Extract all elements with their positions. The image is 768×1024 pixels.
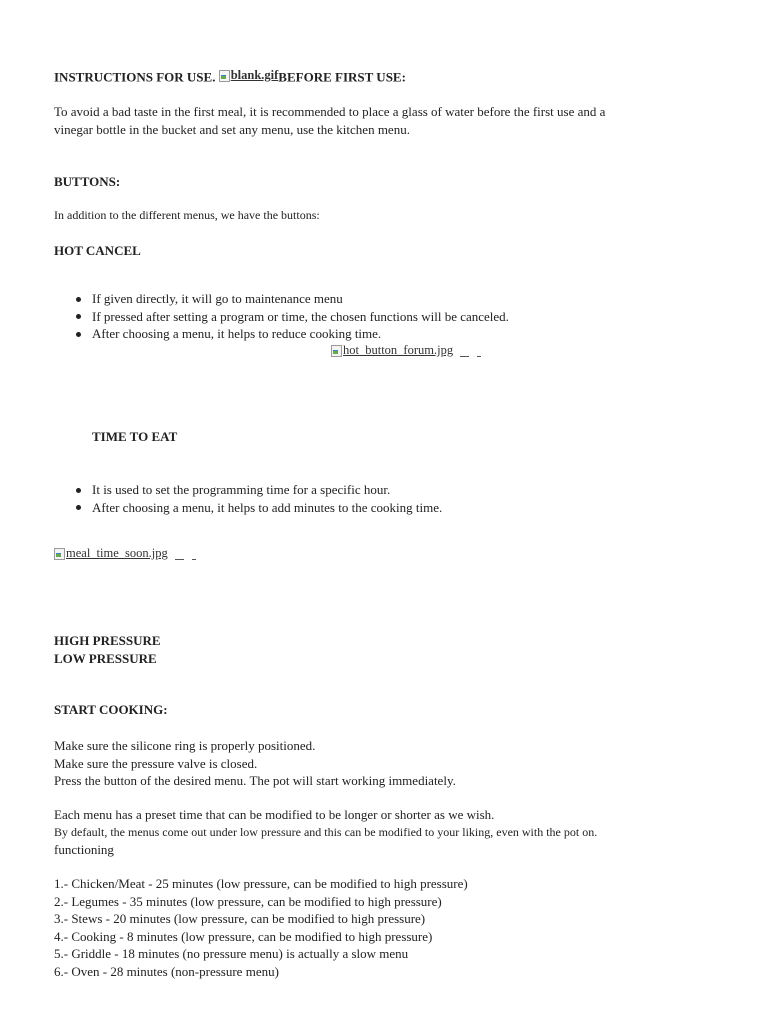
intro-line: vinegar bottle in the bucket and set any menu, use the kitchen menu. bbox=[54, 121, 410, 137]
menu-item: 3.- Stews - 20 minutes (low pressure, can be modified to high pressure) bbox=[54, 911, 426, 926]
hot-button-image-alt: hot_button_forum.jpg bbox=[343, 343, 454, 357]
list-item: If given directly, it will go to maintenance menu bbox=[54, 290, 674, 308]
start-cooking-steps bbox=[54, 737, 456, 790]
blank-gif-alt: blank.gif bbox=[230, 68, 279, 82]
list-item: After choosing a menu, it helps to reduce cooking time. bbox=[54, 325, 674, 343]
time-to-eat-list bbox=[54, 481, 674, 516]
broken-image-icon bbox=[331, 345, 342, 357]
preset-line: functioning bbox=[54, 842, 114, 857]
empty-link[interactable] bbox=[477, 346, 481, 357]
hot-cancel-list bbox=[54, 290, 674, 343]
broken-image-icon bbox=[54, 548, 65, 560]
menu-item: 6.- Oven - 28 minutes (non-pressure menu) bbox=[54, 963, 279, 979]
menu-item: 2.- Legumes - 35 minutes (low pressure, can be modified to high pressure) bbox=[54, 893, 442, 909]
low-pressure-heading: LOW PRESSURE bbox=[54, 650, 157, 666]
start-cooking-heading: START COOKING: bbox=[54, 702, 168, 717]
preset-line: Each menu has a preset time that can be modified to be longer or shorter as we wish. bbox=[54, 807, 495, 822]
document-title-row bbox=[54, 68, 406, 86]
hot-button-image-link[interactable] bbox=[331, 343, 453, 358]
intro-paragraph bbox=[54, 103, 605, 138]
list-item: After choosing a menu, it helps to add minutes to the cooking time. bbox=[54, 499, 674, 517]
hot-cancel-heading: HOT CANCEL bbox=[54, 243, 141, 258]
step-line: Press the button of the desired menu. The pot will start working immediately. bbox=[54, 773, 456, 788]
meal-time-image-row bbox=[54, 546, 196, 564]
meal-time-image-link[interactable] bbox=[54, 546, 168, 561]
meal-time-image-alt: meal_time_soon.jpg bbox=[66, 546, 168, 560]
step-line: Make sure the silicone ring is properly positioned. bbox=[54, 738, 316, 753]
document-title: INSTRUCTIONS FOR USE. bbox=[54, 69, 216, 85]
buttons-heading: BUTTONS: bbox=[54, 174, 121, 189]
preset-line: By default, the menus come out under low pressure and this can be modified to your liking, even with the pot on. bbox=[54, 824, 598, 839]
empty-link[interactable] bbox=[175, 549, 184, 560]
list-item: It is used to set the programming time for a specific hour. bbox=[54, 481, 674, 499]
pressure-headings bbox=[54, 632, 161, 667]
before-first-use-heading: BEFORE FIRST USE: bbox=[278, 69, 406, 85]
blank-gif-image-link[interactable] bbox=[219, 68, 279, 83]
broken-image-icon bbox=[219, 70, 230, 82]
preset-paragraph bbox=[54, 806, 597, 859]
menu-item: 4.- Cooking - 8 minutes (low pressure, can be modified to high pressure) bbox=[54, 928, 433, 944]
menu-item: 5.- Griddle - 18 minutes (no pressure menu) is actually a slow menu bbox=[54, 946, 409, 961]
menu-list bbox=[54, 875, 468, 980]
empty-link[interactable] bbox=[192, 549, 196, 560]
high-pressure-heading: HIGH PRESSURE bbox=[54, 633, 161, 648]
buttons-intro: In addition to the different menus, we have the buttons: bbox=[54, 208, 320, 222]
menu-item: 1.- Chicken/Meat - 25 minutes (low pressure, can be modified to high pressure) bbox=[54, 876, 468, 891]
list-item: If pressed after setting a program or time, the chosen functions will be canceled. bbox=[54, 308, 674, 326]
time-to-eat-heading: TIME TO EAT bbox=[92, 429, 178, 444]
empty-link[interactable] bbox=[460, 346, 469, 357]
step-line: Make sure the pressure valve is closed. bbox=[54, 755, 258, 771]
intro-line: To avoid a bad taste in the first meal, it is recommended to place a glass of water before the first use and a bbox=[54, 104, 606, 119]
hot-button-image-row bbox=[331, 343, 481, 361]
